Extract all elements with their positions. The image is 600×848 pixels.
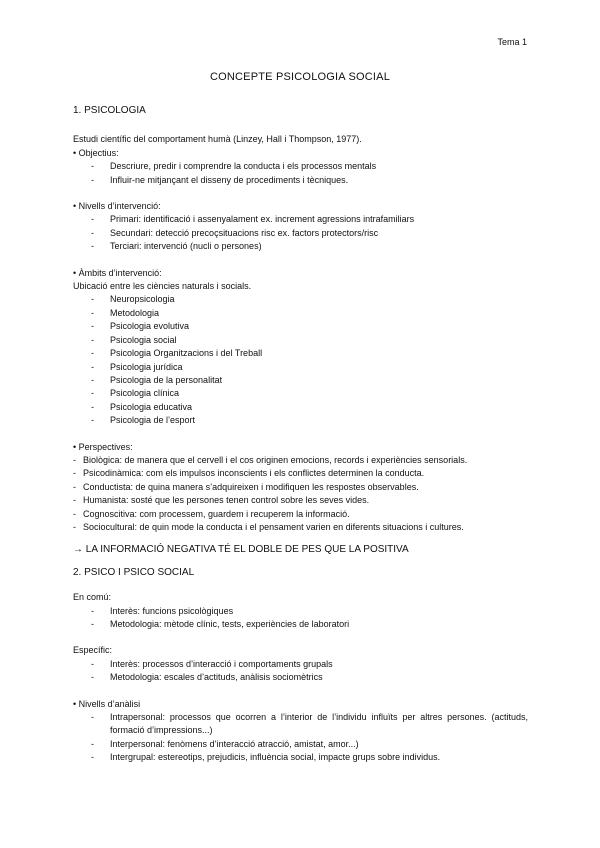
list-item-text: Conductista: de quina manera s’adquireixen i modifiquen les respostes observables. xyxy=(83,481,419,492)
list-item xyxy=(73,227,528,240)
list-item-text: Biològica: de manera que el cervell i el cos originen emocions, records i experiències sensorials. xyxy=(83,454,468,465)
list-item-text: Neuropsicologia xyxy=(110,294,175,305)
dash-marker: - xyxy=(91,348,94,359)
list-item-text: Secundari: detecció precoçsituacions risc ex. factors protectors/risc xyxy=(110,227,379,238)
list-item-text: Interès: processos d’interacció i comportaments grupals xyxy=(110,658,333,669)
dash-marker: - xyxy=(91,161,94,172)
dash-marker: - xyxy=(91,241,94,252)
definition-text: Estudi científic del comportament humà (Linzey, Hall i Thompson, 1977). xyxy=(73,134,362,145)
page-title: CONCEPTE PSICOLOGIA SOCIAL xyxy=(209,71,391,83)
dash-marker: - xyxy=(91,712,94,723)
list-item-text: Psicologia clínica xyxy=(110,388,180,399)
dash-marker: - xyxy=(73,454,76,465)
dash-marker: - xyxy=(91,738,94,749)
list-item xyxy=(73,711,528,738)
list-item xyxy=(73,387,528,400)
dash-marker: - xyxy=(91,605,94,616)
list-item-text: Psicologia educativa xyxy=(110,401,193,412)
dash-marker: - xyxy=(91,374,94,385)
list-item xyxy=(73,521,528,534)
list-item xyxy=(73,307,528,320)
list-item xyxy=(73,467,528,480)
list-item-text: Cognoscitiva: com processem, guardem i recuperem la informació. xyxy=(83,508,350,519)
dash-marker: - xyxy=(91,415,94,426)
dash-marker: - xyxy=(91,752,94,763)
fields-label: • Àmbits d’intervenció: xyxy=(73,267,162,278)
list-item xyxy=(73,414,528,427)
list-item xyxy=(73,605,528,618)
list-item xyxy=(73,320,528,333)
list-item-text: Primari: identificació i assenyalament ex. increment agressions intrafamiliars xyxy=(110,214,415,225)
list-item-text: Influir-ne mitjançant el disseny de procediments i tècniques. xyxy=(110,174,349,185)
list-item xyxy=(73,174,528,187)
list-item xyxy=(73,738,528,751)
list-item-text: Intergrupal: estereotips, prejudicis, influència social, impacte grups sobre individus. xyxy=(110,752,441,763)
list-item-text: Psicologia evolutiva xyxy=(110,321,190,332)
key-note: → LA INFORMACIÓ NEGATIVA TÉ EL DOBLE DE PES QUE LA POSITIVA xyxy=(73,544,409,556)
levels-list xyxy=(73,213,528,253)
fields-intro: Ubicació entre les ciències naturals i socials. xyxy=(73,281,252,292)
dash-marker: - xyxy=(91,294,94,305)
list-item-text: Intrapersonal: processos que ocorren a l’interior de l’individu influïts per altres persones. (actituds, formació d’impressions...) xyxy=(110,712,528,736)
list-item-text: Metodologia: mètode clínic, tests, experiències de laboratori xyxy=(110,619,350,629)
common-list xyxy=(73,605,528,632)
levels-label: • Nivells d’intervenció: xyxy=(73,201,161,212)
section-heading-psico-social: 2. PSICO I PSICO SOCIAL xyxy=(73,566,195,578)
dash-marker: - xyxy=(73,521,76,532)
perspectives-label: • Perspectives: xyxy=(73,441,133,452)
document-body xyxy=(73,104,528,765)
specific-list xyxy=(73,658,528,685)
list-item xyxy=(73,347,528,360)
list-item xyxy=(73,494,528,507)
list-item-text: Humanista: sosté que les persones tenen control sobre les seves vides. xyxy=(83,495,370,506)
dash-marker: - xyxy=(73,468,76,479)
list-item xyxy=(73,508,528,521)
dash-marker: - xyxy=(91,334,94,345)
list-item xyxy=(73,240,528,253)
topic-label: Tema 1 xyxy=(497,37,527,47)
list-item-text: Psicologia Organitzacions i del Treball xyxy=(110,348,263,359)
list-item-text: Interès: funcions psicològiques xyxy=(110,605,234,616)
list-item-text: Psicodinàmica: com els impulsos inconscients i els conflictes determinen la conducta. xyxy=(83,468,425,479)
list-item-text: Interpersonal: fenòmens d’interacció atracció, amistat, amor...) xyxy=(110,738,359,749)
list-item xyxy=(73,160,528,173)
dash-marker: - xyxy=(73,481,76,492)
list-item xyxy=(73,401,528,414)
list-item xyxy=(73,361,528,374)
list-item xyxy=(73,374,528,387)
dash-marker: - xyxy=(91,214,94,225)
dash-marker: - xyxy=(91,307,94,318)
objectives-label: • Objectius: xyxy=(73,147,119,158)
dash-marker: - xyxy=(73,495,76,506)
common-label: En comú: xyxy=(73,592,112,603)
dash-marker: - xyxy=(91,619,94,629)
fields-list xyxy=(73,293,528,427)
dash-marker: - xyxy=(91,174,94,185)
list-item-text: Metodologia xyxy=(110,307,160,318)
list-item-text: Metodologia: escales d’actituds, anàlisis sociomètrics xyxy=(110,672,323,683)
dash-marker: - xyxy=(91,672,94,683)
list-item xyxy=(73,213,528,226)
perspectives-list xyxy=(73,454,528,534)
analysis-label: • Nivells d’anàlisi xyxy=(73,698,141,709)
list-item xyxy=(73,751,528,764)
list-item-text: Psicologia social xyxy=(110,334,177,345)
list-item xyxy=(73,618,528,631)
list-item-text: Psicologia jurídica xyxy=(110,361,183,372)
list-item xyxy=(73,671,528,684)
dash-marker: - xyxy=(73,508,76,519)
objectives-list xyxy=(73,160,528,187)
list-item xyxy=(73,454,528,467)
dash-marker: - xyxy=(91,401,94,412)
list-item-text: Psicologia de l’esport xyxy=(110,415,196,426)
list-item-text: Descriure, predir i comprendre la conducta i els processos mentals xyxy=(110,161,377,172)
dash-marker: - xyxy=(91,321,94,332)
analysis-list xyxy=(73,711,528,765)
list-item xyxy=(73,293,528,306)
list-item xyxy=(73,658,528,671)
list-item xyxy=(73,334,528,347)
list-item-text: Terciari: intervenció (nucli o persones) xyxy=(110,241,262,252)
section-heading-psicologia: 1. PSICOLOGIA xyxy=(73,105,146,116)
list-item xyxy=(73,481,528,494)
dash-marker: - xyxy=(91,361,94,372)
list-item-text: Sociocultural: de quin mode la conducta i el pensament varien en diferents situacions i cultures. xyxy=(83,521,464,532)
dash-marker: - xyxy=(91,227,94,238)
dash-marker: - xyxy=(91,658,94,669)
list-item-text: Psicologia de la personalitat xyxy=(110,374,223,385)
specific-label: Específic: xyxy=(73,645,113,656)
dash-marker: - xyxy=(91,388,94,399)
